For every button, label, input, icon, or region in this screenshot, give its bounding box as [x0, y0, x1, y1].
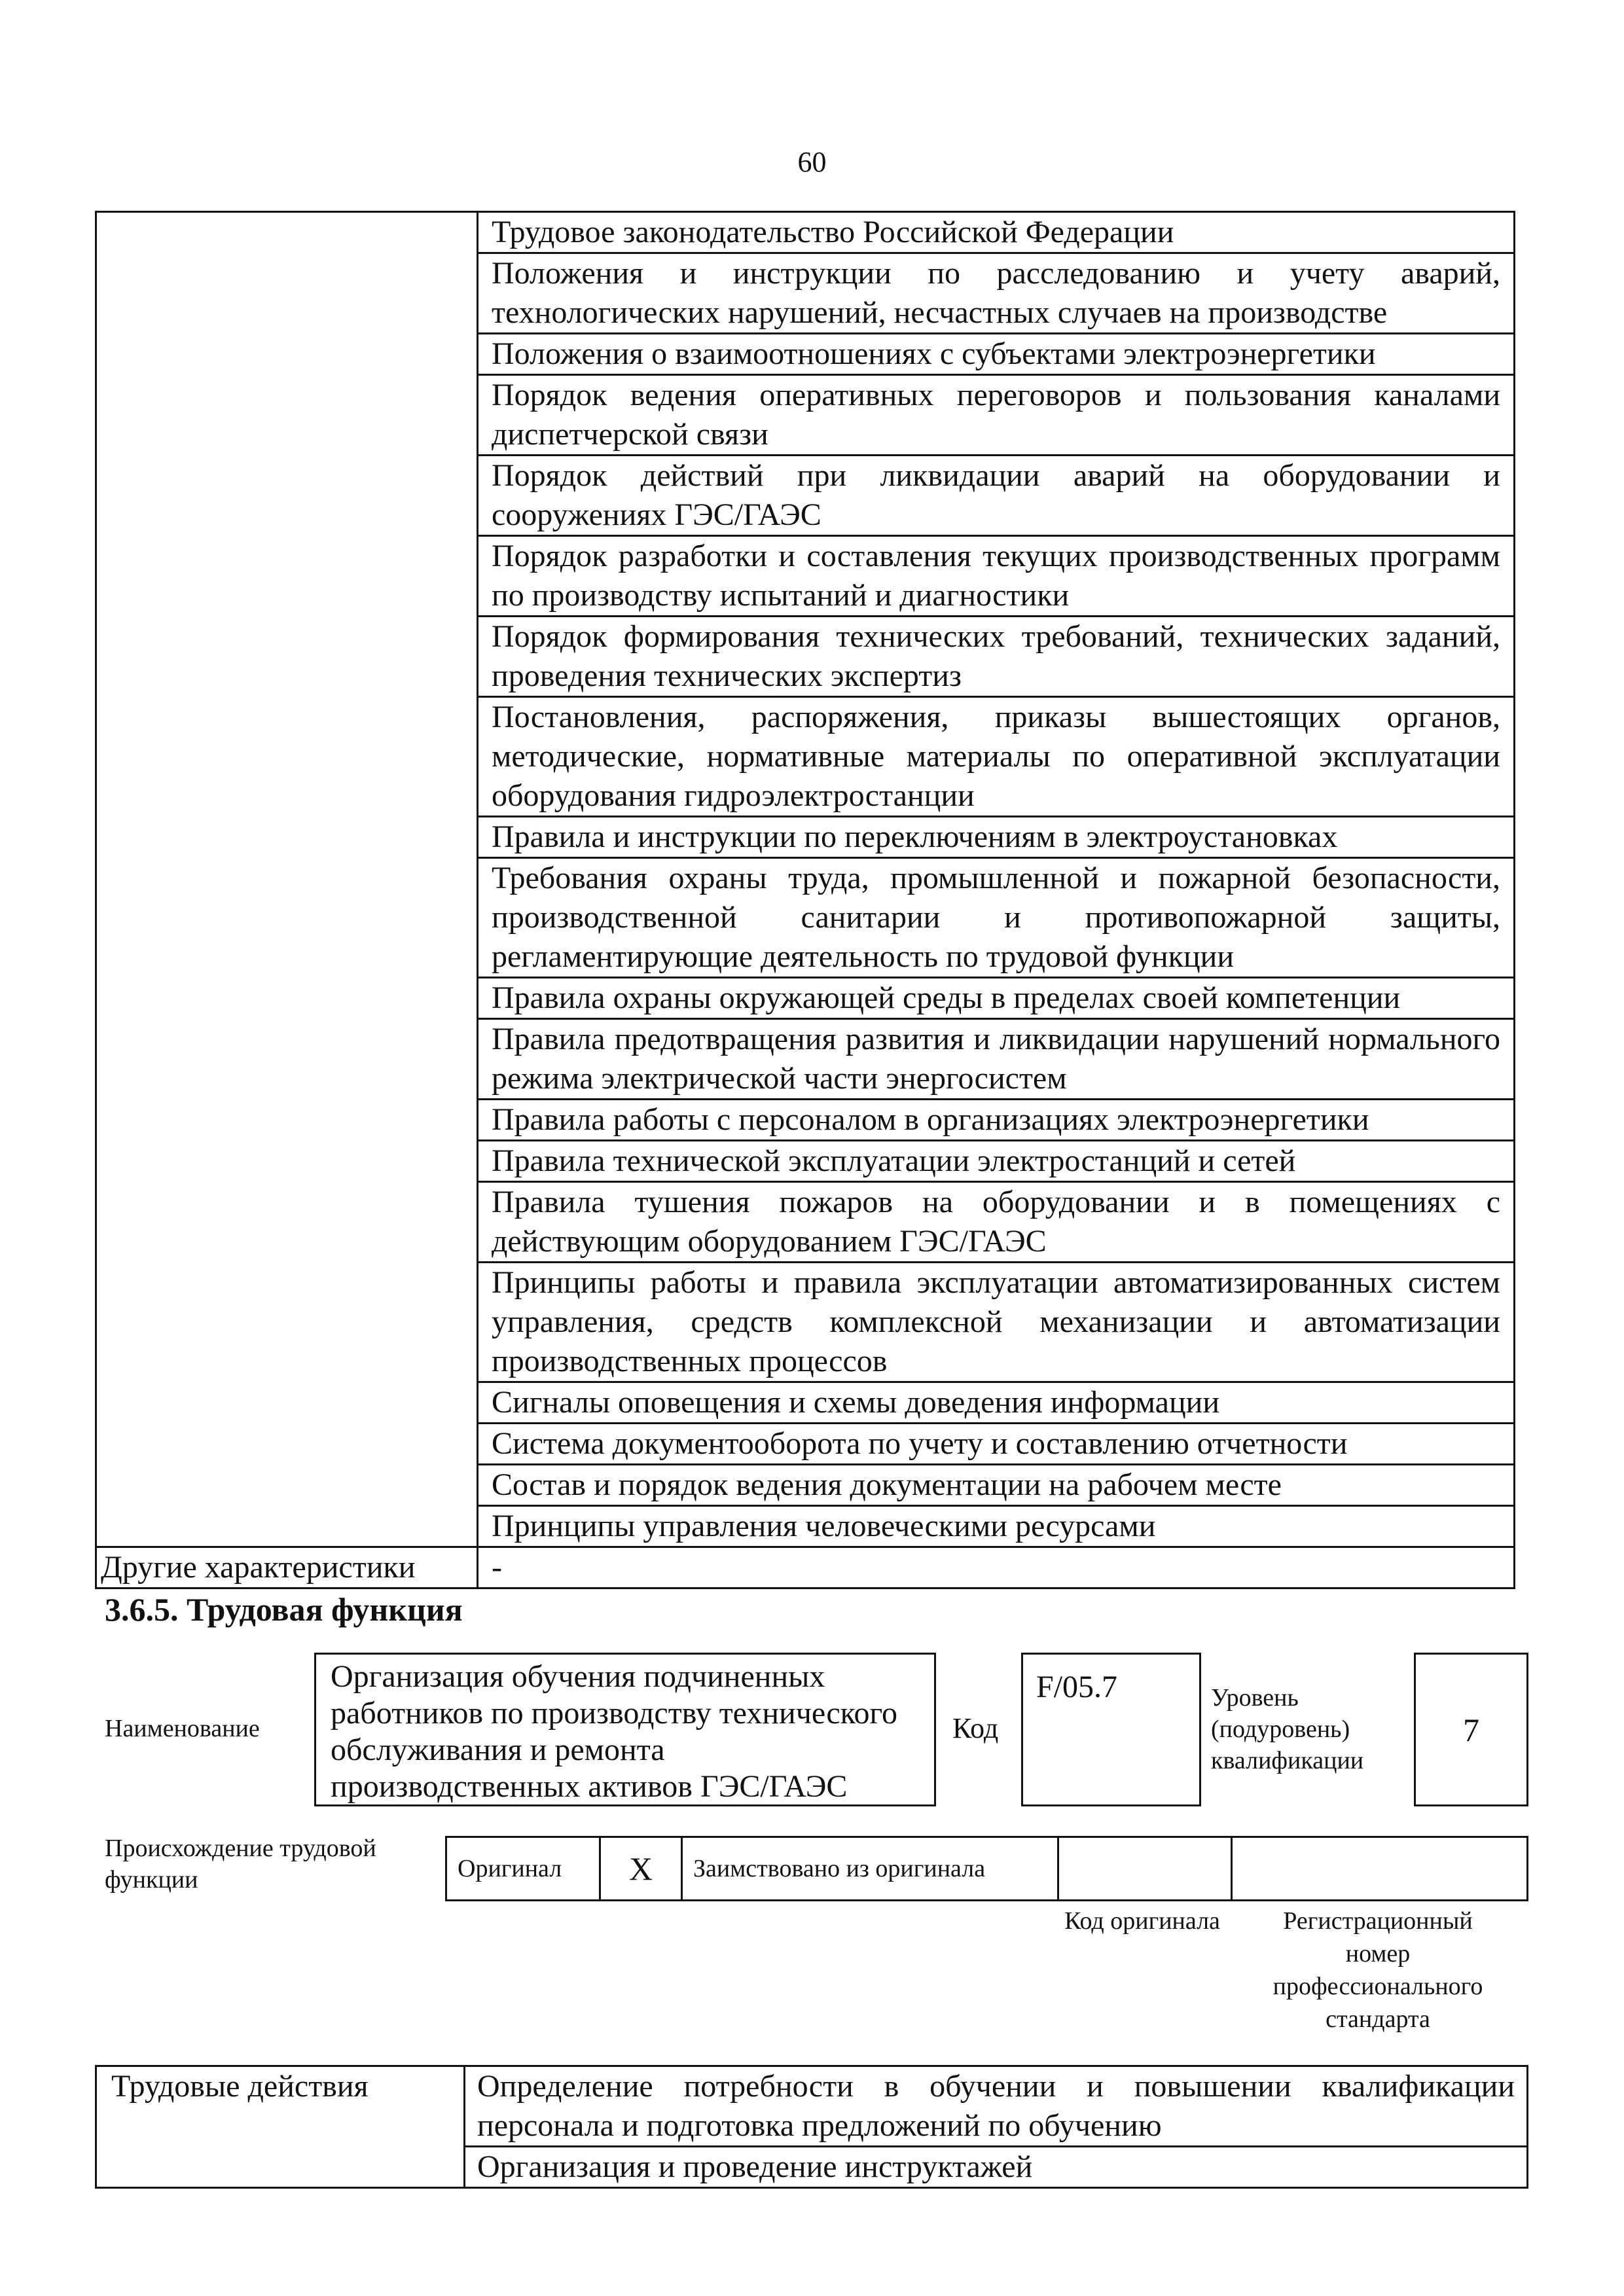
knowledge-item: Принципы управления человеческими ресурсами [478, 1506, 1515, 1547]
knowledge-row [96, 212, 1515, 253]
level-label: Уровень (подуровень) квалификации [1211, 1684, 1364, 1774]
knowledge-item: Положения о взаимоотношениях с субъектами электроэнергетики [478, 334, 1515, 375]
knowledge-left-cell [96, 212, 478, 1547]
origin-original-label: Оригинал [446, 1837, 600, 1901]
reg-number-caption: Регистрационный номер профессионального стандарта [1272, 1907, 1483, 2033]
origin-code-cell [1058, 1837, 1232, 1901]
knowledge-item: Порядок формирования технических требований, технических заданий, проведения технических экспертиз [478, 617, 1515, 697]
knowledge-item: Правила технической эксплуатации электростанций и сетей [478, 1141, 1515, 1182]
knowledge-item: Правила работы с персоналом в организациях электроэнергетики [478, 1100, 1515, 1141]
function-code-box: F/05.7 [1021, 1653, 1201, 1806]
actions-row [96, 2066, 1528, 2147]
actions-label: Трудовые действия [96, 2066, 465, 2188]
other-characteristics-label: Другие характеристики [96, 1547, 478, 1588]
knowledge-table [95, 211, 1515, 1589]
function-level-box: 7 [1414, 1653, 1528, 1806]
action-item: Организация и проведение инструктажей [465, 2147, 1528, 2188]
other-characteristics-value: - [478, 1547, 1515, 1588]
knowledge-item: Правила и инструкции по переключениям в электроустановках [478, 817, 1515, 858]
knowledge-item: Порядок действий при ликвидации аварий на оборудовании и сооружениях ГЭС/ГАЭС [478, 456, 1515, 536]
page-number: 60 [797, 146, 827, 178]
action-item: Определение потребности в обучении и повышении квалификации персонала и подготовка предложений по обучению [465, 2066, 1528, 2147]
origin-reg-number-cell [1232, 1837, 1528, 1901]
code-label: Код [952, 1712, 999, 1744]
actions-table [95, 2065, 1528, 2189]
function-name-box: Организация обучения подчиненных работников по производству технического обслуживания и ремонта производственных активов ГЭС/ГАЭС [314, 1653, 936, 1806]
knowledge-item: Сигналы оповещения и схемы доведения информации [478, 1382, 1515, 1424]
knowledge-item: Принципы работы и правила эксплуатации автоматизированных систем управления, средств комплексной механизации и автоматизации производственных процессов [478, 1263, 1515, 1382]
knowledge-item: Порядок ведения оперативных переговоров и пользования каналами диспетчерской связи [478, 375, 1515, 456]
knowledge-item: Правила предотвращения развития и ликвидации нарушений нормального режима электрической части энергосистем [478, 1019, 1515, 1100]
knowledge-item: Система документооборота по учету и составлению отчетности [478, 1424, 1515, 1465]
origin-table [445, 1836, 1528, 1901]
knowledge-item: Правила тушения пожаров на оборудовании и в помещениях с действующим оборудованием ГЭС/ГАЭС [478, 1182, 1515, 1263]
knowledge-item: Порядок разработки и составления текущих производственных программ по производству испытаний и диагностики [478, 536, 1515, 617]
origin-original-mark: X [600, 1837, 682, 1901]
code-original-caption: Код оригинала [1064, 1907, 1220, 1935]
origin-label: Происхождение трудовой функции [105, 1835, 376, 1893]
knowledge-item: Постановления, распоряжения, приказы вышестоящих органов, методические, нормативные материалы по оперативной эксплуатации оборудования гидроэлектростанции [478, 697, 1515, 817]
knowledge-item: Требования охраны труда, промышленной и пожарной безопасности, производственной санитарии и противопожарной защиты, регламентирующие деятельность по трудовой функции [478, 858, 1515, 978]
knowledge-item: Состав и порядок ведения документации на рабочем месте [478, 1465, 1515, 1506]
origin-borrowed-label: Заимствовано из оригинала [682, 1837, 1058, 1901]
knowledge-item: Трудовое законодательство Российской Федерации [478, 212, 1515, 253]
name-label: Наименование [105, 1715, 260, 1742]
knowledge-item: Правила охраны окружающей среды в пределах своей компетенции [478, 978, 1515, 1019]
other-characteristics-row [96, 1547, 1515, 1588]
knowledge-item: Положения и инструкции по расследованию и учету аварий, технологических нарушений, несчастных случаев на производстве [478, 253, 1515, 334]
section-title: 3.6.5. Трудовая функция [105, 1591, 463, 1628]
